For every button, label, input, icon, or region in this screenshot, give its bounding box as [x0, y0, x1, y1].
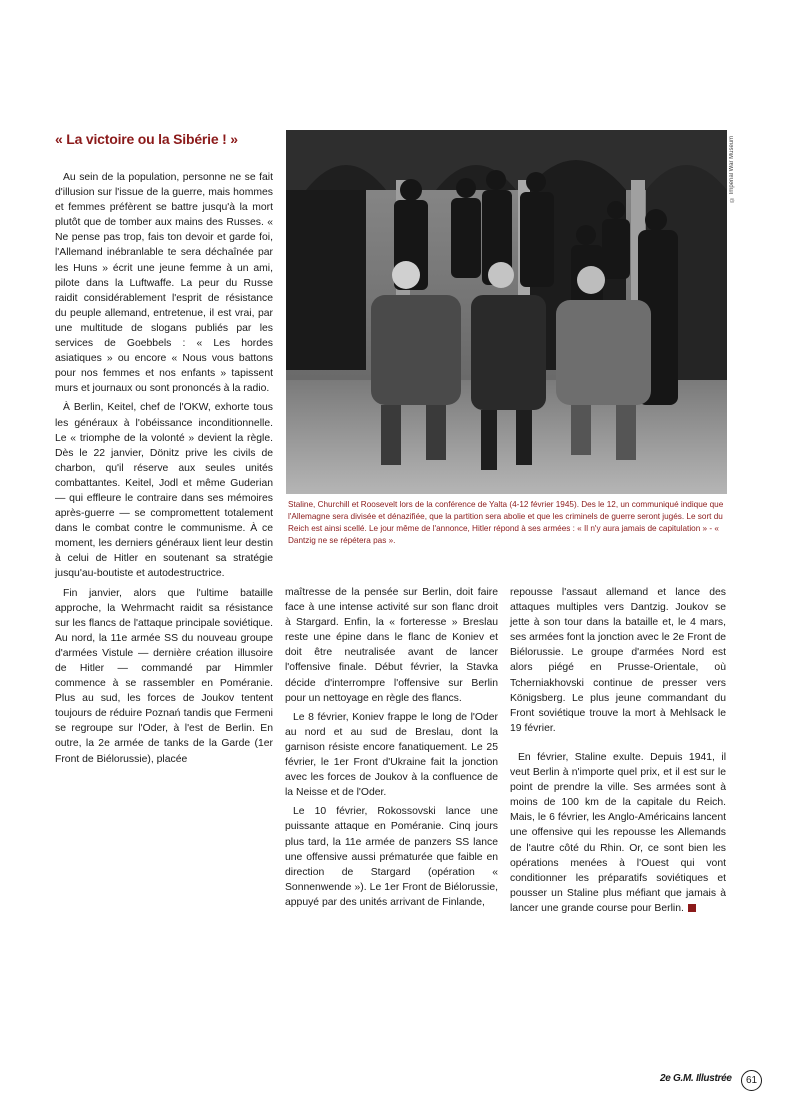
- section-title: « La victoire ou la Sibérie ! »: [55, 131, 238, 147]
- middle-column: [285, 585, 498, 914]
- end-of-article-mark: [688, 904, 696, 912]
- photo-caption: Staline, Churchill et Roosevelt lors de la conférence de Yalta (4-12 février 1945). Des le 12, un communiqué indique que l'Allemagne sera divisée et dénazifiée, que la partition sera abolie et que les criminels de guerre seront jugés. Le sort du Reich est ainsi scellé. Le jour même de l'annonce, Hitler répond à ses armées : « Il n'y aura jamais de capitulation » - « Dantzig ne se répétera pas ».: [288, 500, 724, 545]
- photo-credit: © Imperial War Museum: [729, 135, 735, 202]
- paragraph: maîtresse de la pensée sur Berlin, doit faire face à une intense activité sur son flanc droit à Stargard. Enfin, la « forteresse » Breslau reste une épine dans le flanc de Koniev et doit être neutralisée avant de lancer l'offensive finale. Début février, la Stavka décide d'interrompre l'offensive sur Berlin pour un nettoyage en règle des flancs.: [285, 587, 498, 704]
- paragraph: Au sein de la population, personne ne se fait d'illusion sur l'issue de la guerre, mais hommes et femmes préfèrent se battre jusqu'à la mort plutôt que de tomber aux mains des Russes. « Ne pense pas trop, fais ton devoir et garde foi, l'Allemand inébranlable te sera déchaînée par les Huns » écrit une jeune femme à un ami, pilote dans la Luftwaffe. La peur du Russe raidit considérablement l'esprit de résistance du peuple allemand, entretenue, il est vrai, par une multitude de slogans publiés par les services de Goebbels : « Les hordes asiatiques » ou encore « Nous vous battons pour nos femmes et nos enfants » tapissent murs et journaux ou sont prononcés à la radio.: [55, 172, 273, 395]
- magazine-logo: 2e G.M. Illustrée: [660, 1073, 732, 1084]
- paragraph: repousse l'assaut allemand et lance des attaques multiples vers Dantzig. Joukov se jette à son tour dans la bataille et, le 4 mars, ses armées font la jonction avec le 2e Front de Biélorussie. Le groupe d'armées Nord est alors piégé en Prusse-Orientale, où Tcherniakhovski continue de presser vers Königsberg. Le plus jeune commandant du Front soviétique trouve la mort à Mehlsack le 19 février.: [510, 587, 726, 734]
- paragraph: Le 8 février, Koniev frappe le long de l'Oder au nord et au sud de Breslau, dont la garnison résiste encore fanatiquement. Le 25 février, le 1er Front d'Ukraine fait la jonction avec les forces de Joukov à la confluence de la Neisse et de l'Oder.: [285, 711, 498, 799]
- paragraph: À Berlin, Keitel, chef de l'OKW, exhorte tous les généraux à l'obéissance inconditionnelle. Le « triomphe de la volonté » devient la règle. Dès le 22 janvier, Dönitz prive les civils de charbon, qu'il réserve aux seules unités combattantes. Keitel, Jodl et même Guderian — qui effleure le contraire dans ses mémoires après-guerre — se compromettent totalement dans le combat contre le communisme. À ce moment, les derniers généraux lient leur destin à celui de Hitler en soutenant sa stratégie jusqu'au-boutiste et autodestructrice.: [55, 402, 273, 580]
- paragraph-last: [510, 750, 726, 916]
- paragraph: Le 10 février, Rokossovski lance une puissante attaque en Poméranie. Cinq jours plus tard, la 11e armée de panzers SS lance une offensive aussi prématurée que faible en direction de Stargard (opération « Sonnenwende »). Le 1er Front de Biélorussie, appuyé par des unités arrivant de Finlande,: [285, 806, 498, 908]
- yalta-photo: [286, 130, 727, 494]
- left-column: [55, 170, 273, 771]
- photo-illustration: [286, 130, 727, 494]
- paragraph: Fin janvier, alors que l'ultime bataille approche, la Wehrmacht raidit sa résistance sur les flancs de l'attaque principale soviétique. Au nord, la 11e armée SS du nouveau groupe d'armées Vistule — dernière création illusoire de Hitler — commandé par Himmler commence à se rassembler en Poméranie. Plus au sud, les forces de Joukov tentent toujours de réduire Poznań tandis que Fermeni se regroupe sur l'Oder, à l'est de Berlin. En outre, la 2e armée de tanks de la Garde (1er Front de Biélorussie), placée: [55, 587, 273, 765]
- right-column: [510, 585, 726, 920]
- paragraph-text: En février, Staline exulte. Depuis 1941, il veut Berlin à n'importe quel prix, et il est sur le point de prendre la ville. Ses armées sont à moins de 100 km de la capitale du Reich. Mais, le 6 février, les Anglo-Américains lancent une offensive qui les repousse les Allemands de l'autre côté du Rhin. Or, ce sont bien les opérations menées à l'Ouest qui vont conditionner les préparatifs soviétiques et pousser un Staline plus méfiant que jamais à lancer une grande course pour Berlin.: [510, 751, 726, 914]
- page-number: 61: [741, 1070, 762, 1091]
